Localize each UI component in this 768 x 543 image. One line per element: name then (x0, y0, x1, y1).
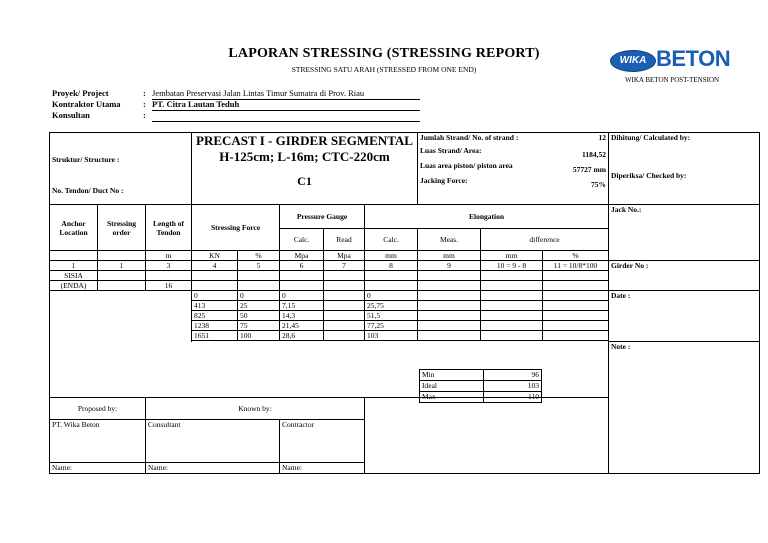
note-label: Note : (609, 342, 760, 474)
table-row: 0 (238, 291, 280, 301)
col-anchor-location: Anchor Location (50, 205, 98, 251)
strand-area-label: Luas Strand/ Area: (420, 146, 482, 155)
date-label: Date : (609, 291, 760, 342)
summary-label: Max (420, 392, 484, 403)
col-stressing-order: Stressing order (98, 205, 146, 251)
table-row: 14,3 (280, 311, 324, 321)
col-pressure-gauge: Pressure Gauge (280, 205, 365, 229)
elongation-summary-table (419, 369, 542, 403)
unit-cell: mm (365, 251, 418, 261)
colon: : (143, 88, 146, 98)
col-gauge-calc: Calc. (280, 229, 324, 251)
piston-area-label: Luas area piston/ piston area (420, 161, 513, 170)
wika-beton-logo (610, 48, 730, 74)
unit-cell: mm (481, 251, 543, 261)
stressing-table (49, 132, 760, 474)
wika-signature-label: PT. Wika Beton (50, 420, 146, 463)
unit-cell: % (543, 251, 609, 261)
colon: : (143, 110, 146, 120)
summary-value: 96 (484, 370, 542, 381)
name-field: Name: (146, 463, 280, 474)
strand-count-label: Jumlah Strand/ No. of strand : (420, 133, 519, 142)
piston-area: 57727 mm (572, 165, 606, 174)
summary-label: Min (420, 370, 484, 381)
contractor-value: PT. Citra Lautan Teduh (152, 99, 420, 111)
col-stressing-force: Stressing Force (192, 205, 280, 251)
girder-cell (192, 133, 418, 205)
table-row: 413 (192, 301, 238, 311)
jacking-label: Jacking Force: (420, 176, 468, 185)
consultant-label: Konsultan (52, 110, 90, 120)
project-value: Jembatan Preservasi Jalan Lintas Timur Sumatra di Prov. Riau (152, 88, 420, 100)
anchor-side-label: SISIA (50, 271, 98, 281)
jacking-value: 75% (591, 180, 606, 189)
col-elong-calc: Calc. (365, 229, 418, 251)
strand-cell (418, 133, 609, 205)
table-row: 103 (365, 331, 418, 341)
table-row: 25 (238, 301, 280, 311)
calculated-by-label: Dihitung/ Calculated by: (611, 133, 691, 142)
unit-cell: m (146, 251, 192, 261)
blank-cell (365, 398, 609, 474)
number-cell: 1 (98, 261, 146, 271)
table-row: 51,5 (365, 311, 418, 321)
table-row: 825 (192, 311, 238, 321)
col-elongation: Elongation (365, 205, 609, 229)
tendon-id: C1 (297, 174, 312, 188)
table-row: 50 (238, 311, 280, 321)
summary-value: 103 (484, 381, 542, 392)
structure-label: Struktur/ Structure : (52, 154, 120, 164)
unit-cell: Mpa (324, 251, 365, 261)
strand-count: 12 (598, 133, 606, 142)
col-elong-meas: Meas. (418, 229, 481, 251)
contractor-signature-label: Contractor (280, 420, 365, 463)
table-row: 77,25 (365, 321, 418, 331)
structure-cell (50, 133, 192, 205)
report-title: LAPORAN STRESSING (STRESSING REPORT) (228, 46, 540, 61)
name-field: Name: (50, 463, 146, 474)
number-cell: 9 (418, 261, 481, 271)
girder-title: PRECAST I - GIRDER SEGMENTAL H-125cm; L-16m; CTC-220cm (196, 133, 413, 164)
summary-label: Ideal (420, 381, 484, 392)
known-by-label: Known by: (146, 398, 365, 420)
number-cell: 8 (365, 261, 418, 271)
girder-no-label: Girder No : (609, 261, 760, 291)
tendon-label: No. Tendon/ Duct No : (52, 185, 124, 195)
unit-cell: Mpa (280, 251, 324, 261)
jack-no-label: Jack No.: (609, 205, 760, 261)
unit-cell: mm (418, 251, 481, 261)
checked-by-label: Diperiksa/ Checked by: (611, 171, 687, 180)
table-row: 28,6 (280, 331, 324, 341)
wika-logo-mark: WIKA (610, 50, 656, 72)
summary-value: 110 (484, 392, 542, 403)
table-row: 0 (280, 291, 324, 301)
colon: : (143, 99, 146, 109)
number-cell: 5 (238, 261, 280, 271)
table-row: 75 (238, 321, 280, 331)
unit-cell: % (238, 251, 280, 261)
anchor-end-label: (ENDA) (50, 281, 98, 291)
col-length-of-tendon: Length of Tendon (146, 205, 192, 251)
number-cell: 6 (280, 261, 324, 271)
col-elong-diff: difference (481, 229, 609, 251)
contractor-label: Kontraktor Utama (52, 99, 121, 109)
name-field: Name: (280, 463, 365, 474)
number-cell: 3 (146, 261, 192, 271)
strand-area: 1184,52 (582, 150, 606, 159)
tendon-length-value: 16 (146, 281, 192, 291)
proposed-by-label: Proposed by: (50, 398, 146, 420)
table-row: 0 (365, 291, 418, 301)
blank-cell (50, 291, 192, 342)
table-row: 25,75 (365, 301, 418, 311)
number-cell: 1 (50, 261, 98, 271)
table-row: 100 (238, 331, 280, 341)
consultant-value (152, 110, 420, 122)
beton-logo-text: BETON (656, 46, 731, 71)
consultant-signature-label: Consultant (146, 420, 280, 463)
number-cell: 11 = 10/8*100 (543, 261, 609, 271)
project-label: Proyek/ Project (52, 88, 109, 98)
number-cell: 4 (192, 261, 238, 271)
table-row: 1238 (192, 321, 238, 331)
unit-cell: KN (192, 251, 238, 261)
table-row: 0 (192, 291, 238, 301)
calc-check-cell (609, 133, 760, 205)
table-row: 1651 (192, 331, 238, 341)
table-row: 7,15 (280, 301, 324, 311)
logo-tagline: WIKA BETON POST-TENSION (624, 76, 720, 84)
number-cell: 7 (324, 261, 365, 271)
number-cell: 10 = 9 - 8 (481, 261, 543, 271)
col-gauge-read: Read (324, 229, 365, 251)
table-row: 21,45 (280, 321, 324, 331)
report-subtitle: STRESSING SATU ARAH (STRESSED FROM ONE END) (291, 65, 477, 74)
